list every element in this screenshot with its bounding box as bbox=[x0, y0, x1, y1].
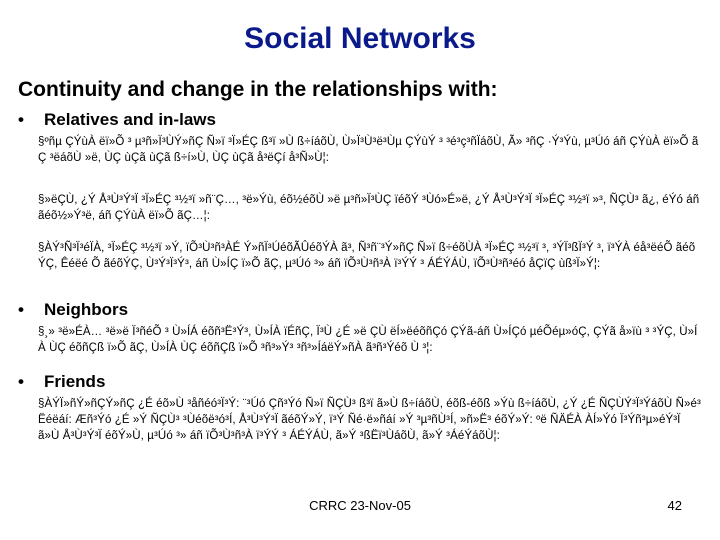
section-heading-label: Relatives and in-laws bbox=[44, 110, 216, 129]
section-heading-neighbors bbox=[18, 300, 128, 320]
section-heading-relatives bbox=[18, 110, 216, 130]
quote-paragraph: §»ëÇÙ, ¿Ý Å³Ù³Ý³Ï ³Ï»ÉÇ ³½³ï »ñ¨Ç…, ³ë»Ýù, éõ½éõÙ »ë µ³ñ»Ï³ÙÇ ïéõÝ ³Ùó»É»ë, ¿Ý Å³Ù³Ý³Ï ³Ï»ÉÇ ³½³ï »³, ÑÇÙ³ ã¿, éÝó áñ ãéõ½»Ý³ë, áñ ÇÝùÀ ëï»Õ ãÇ…¦: bbox=[38, 194, 700, 222]
quote-paragraph: §¸» ³ë»ÉÀ… ³ë»ë Ï³ñéÕ ³ Ù»ÍÁ éõñ³Ë³Ý³, Ù»ÍÀ ïÉñÇ, Ï³Ù ¿É »ë ÇÙ ëÍ»ëéõñÇó ÇÝã-áñ Ù»ÍÇó µéÕéµ»óÇ, ÇÝã å»ïù ³ ³ÝÇ, Ù»ÍÀ ÙÇ éõñÇß ï»Õ ãÇ, Ù»ÍÀ ÙÇ éõñÇß ï»Õ ³ñ³»Ý³ ³ñ³»ÍáëÝ»ñÀ ã³ñ³Ýéõ Ù ³¦: bbox=[38, 326, 698, 354]
quote-paragraph: §º‎ñµ ÇÝùÀ ëï»Õ ³ µ³ñ»Ï³ÙÝ»ñÇ Ñ»ï ³Ï»ÉÇ ß³ï »Ù ß÷íáõÙ, Ù»Ï³Ù³ë³Ùµ ÇÝùÝ ³ ³é³ç³ñÏáõÙ, Ã» ³ñÇ ·Ý³Ýù, µ³Úó áñ ÇÝùÀ ëï»Õ ãÇ ³ëáõÙ »ë, ÙÇ ùÇã ùÇã ß÷í»Ù, ÙÇ ùÇã å³ëÇí å³Ñ»Ù¦: bbox=[38, 136, 699, 164]
bullet-icon: • bbox=[18, 110, 24, 129]
quote-paragraph: §ÀÝ³Ñ³Ï³éÏÀ, ³Ï»ÉÇ ³½³ï »Ý, ïÕ³Ù³ñ³ÀÉ Ý»ñÏ³ÚéõÃÛéõÝÀ ã³, Ñ³ñ¨³Ý»ñÇ Ñ»ï ß÷éõÙÀ ³Ï»ÉÇ ³½³ï ³, ³ÝÏ³ßÏ³Ý ³, ï³ÝÀ éå³ëéÕ ãéõÝÇ, Êéëé Õ ãéõÝÇ, Ù³Ý³Ï³Ý³, áñ Ù»ÍÇ ï»Õ ãÇ, µ³Úó ³» áñ ïÕ³Ù³ñ³À ï³ÝÝ ³ ÁÉÝÁÙ, ïÕ³Ù³ñ³éó åÇïÇ ùß³Ï»Ý¦: bbox=[38, 242, 696, 270]
section-heading-label: Friends bbox=[44, 372, 106, 391]
page-number: 42 bbox=[667, 498, 682, 513]
bullet-icon: • bbox=[18, 300, 24, 319]
bullet-icon: • bbox=[18, 372, 24, 391]
slide-subtitle: Continuity and change in the relationships with: bbox=[18, 78, 498, 101]
section-heading-friends bbox=[18, 372, 105, 392]
quote-paragraph: §ÀÝÏ»ñÝ»ñÇÝ»ñÇ ¿É éõ»Ù ³åñéó³Ï³Ý: ¨³Úó Çñ³Ýó Ñ»ï ÑÇÙ³ ß³ï ã»Ù ß÷íáõÙ, éõß-éõß »Ýù ß÷íáõÙ, ¿Ý ¿É ÑÇÙÝ³Ï³ÝáõÙ Ñ»é³Ëéëáí: Æñ³Ýó ¿É »Ý ÑÇÙ³ ³Ùéõë³ó³Í, Å³Ù³Ý³Ï ãéõÝ»Ý, ï³Ý Ñé·ë»ñáí »Ý ³µ³ñÙ³Í, »ñ»Ë³ éõÝ»Ý: ºë ÑÄÉÀ ÀÍ»Ýó Ï³Ýñ³µ»éÝ³Ï ã»Ù Å³Ù³Ý³Ï éõÝ»Ù, µ³Úó ³» áñ ïÕ³Ù³ñ³À ï³ÝÝ ³ ÁÉÝÁÙ, ã»Ý ³ßËï³ÙáõÙ, ã»Ý ³ÁéÝáõÙ¦: bbox=[38, 398, 701, 442]
slide-title: Social Networks bbox=[244, 22, 476, 55]
footer-source: CRRC 23-Nov-05 bbox=[309, 498, 411, 513]
section-heading-label: Neighbors bbox=[44, 300, 129, 319]
